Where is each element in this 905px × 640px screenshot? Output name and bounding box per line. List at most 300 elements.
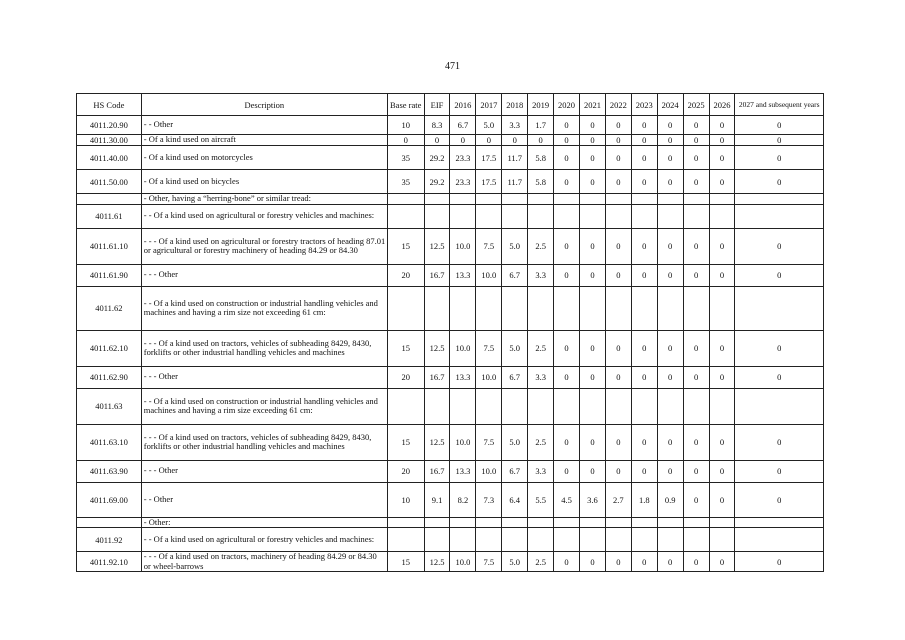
rate-cell: 0 [631,135,657,146]
rate-cell: 0 [735,552,824,572]
rate-cell [387,204,424,228]
rate-cell: 0 [605,228,631,264]
rate-cell: 0 [657,170,683,194]
table-row [77,264,824,286]
rate-cell: 0 [735,330,824,366]
rate-cell [528,388,554,424]
rate-cell: 0 [554,366,580,388]
page-number: 471 [445,61,460,72]
rate-cell [502,388,528,424]
description-cell: - - Other [141,482,387,517]
rate-cell: 0 [709,460,735,482]
rate-cell [424,528,450,552]
description-cell: - - - Other [141,460,387,482]
rate-cell: 0 [735,460,824,482]
rate-cell: 0 [709,482,735,517]
table-row [77,204,824,228]
rate-cell [735,388,824,424]
rate-cell [631,204,657,228]
rate-cell: 0 [387,135,424,146]
rate-cell [528,194,554,205]
rate-cell: 0 [631,460,657,482]
rate-cell [735,286,824,330]
rate-cell: 5.0 [502,228,528,264]
rate-cell: 35 [387,170,424,194]
rate-cell: 0 [580,552,606,572]
description-cell: - - Of a kind used on construction or industrial handling vehicles and machines and having a rim size not exceeding 61 cm: [141,286,387,330]
description-cell: - - - Of a kind used on agricultural or forestry tractors of heading 87.01 or agricultural or forestry machinery of heading 84.29 or 84.30 [141,228,387,264]
rate-cell: 0 [631,330,657,366]
rate-cell: 0 [631,116,657,135]
rate-cell: 29.2 [424,170,450,194]
rate-cell [580,388,606,424]
hs-code-cell: 4011.92 [77,528,142,552]
rate-cell [631,286,657,330]
rate-cell: 0 [735,424,824,460]
rate-cell [450,528,476,552]
column-header: 2016 [450,94,476,116]
rate-cell: 0 [683,170,709,194]
rate-cell: 0 [554,135,580,146]
rate-cell: 0 [709,552,735,572]
rate-cell: 15 [387,424,424,460]
rate-cell [476,286,502,330]
description-cell: - - Of a kind used on construction or industrial handling vehicles and machines and having a rim size exceeding 61 cm: [141,388,387,424]
rate-cell: 0 [657,264,683,286]
rate-cell: 0 [580,330,606,366]
rate-cell [580,204,606,228]
rate-cell: 11.7 [502,146,528,170]
rate-cell [657,388,683,424]
rate-cell [528,204,554,228]
rate-cell [476,194,502,205]
rate-cell: 0 [709,116,735,135]
rate-cell [424,194,450,205]
rate-cell [709,194,735,205]
rate-cell: 16.7 [424,366,450,388]
rate-cell: 13.3 [450,460,476,482]
rate-cell: 8.3 [424,116,450,135]
rate-cell: 0 [631,146,657,170]
rate-cell: 6.7 [502,460,528,482]
rate-cell: 0 [605,116,631,135]
rate-cell: 10.0 [476,366,502,388]
rate-cell [502,194,528,205]
rate-cell: 2.5 [528,228,554,264]
rate-cell: 2.5 [528,330,554,366]
tariff-schedule-table [76,93,824,572]
description-cell: - - - Of a kind used on tractors, vehicles of subheading 8429, 8430, forklifts or other industrial handling vehicles and machines [141,424,387,460]
rate-cell: 0 [709,366,735,388]
rate-cell: 0 [631,424,657,460]
hs-code-cell: 4011.63.10 [77,424,142,460]
hs-code-cell: 4011.61 [77,204,142,228]
rate-cell: 15 [387,228,424,264]
rate-cell: 3.3 [528,460,554,482]
rate-cell: 0 [657,330,683,366]
rate-cell: 0 [450,135,476,146]
rate-cell [502,528,528,552]
rate-cell [605,194,631,205]
rate-cell: 3.3 [528,264,554,286]
rate-cell: 4.5 [554,482,580,517]
table-row [77,482,824,517]
rate-cell: 0 [424,135,450,146]
rate-cell [605,204,631,228]
rate-cell: 0 [657,460,683,482]
rate-cell [605,517,631,528]
rate-cell: 23.3 [450,170,476,194]
description-cell: - Other: [141,517,387,528]
table-header-row [77,94,824,116]
rate-cell: 0 [580,135,606,146]
rate-cell [709,517,735,528]
rate-cell: 0 [709,170,735,194]
rate-cell [450,388,476,424]
rate-cell [709,528,735,552]
rate-cell [528,286,554,330]
rate-cell: 0 [605,552,631,572]
rate-cell: 5.0 [502,330,528,366]
rate-cell: 0 [605,146,631,170]
rate-cell: 7.5 [476,228,502,264]
rate-cell [709,204,735,228]
column-header: 2025 [683,94,709,116]
table-body [77,116,824,572]
rate-cell: 29.2 [424,146,450,170]
rate-cell [735,517,824,528]
rate-cell: 2.5 [528,552,554,572]
rate-cell [683,204,709,228]
rate-cell: 0 [476,135,502,146]
column-header: 2026 [709,94,735,116]
rate-cell: 0 [554,330,580,366]
hs-code-cell: 4011.30.00 [77,135,142,146]
description-cell: - Of a kind used on aircraft [141,135,387,146]
description-cell: - Other, having a “herring-bone” or similar tread: [141,194,387,205]
rate-cell: 0 [657,424,683,460]
rate-cell: 0 [605,170,631,194]
rate-cell: 5.0 [502,552,528,572]
rate-cell: 0 [631,552,657,572]
rate-cell: 0 [709,135,735,146]
rate-cell: 0 [709,146,735,170]
rate-cell: 0 [709,228,735,264]
rate-cell: 0 [631,366,657,388]
rate-cell [580,517,606,528]
rate-cell: 0 [735,264,824,286]
rate-cell: 15 [387,330,424,366]
rate-cell [657,528,683,552]
rate-cell: 7.5 [476,330,502,366]
rate-cell: 0 [657,135,683,146]
hs-code-cell: 4011.62.90 [77,366,142,388]
rate-cell [554,388,580,424]
hs-code-cell: 4011.63 [77,388,142,424]
rate-cell: 35 [387,146,424,170]
rate-cell: 0 [683,460,709,482]
hs-code-cell: 4011.61.90 [77,264,142,286]
rate-cell: 10.0 [450,228,476,264]
rate-cell [502,517,528,528]
rate-cell: 10 [387,116,424,135]
column-header: 2022 [605,94,631,116]
rate-cell: 10.0 [476,264,502,286]
rate-cell: 5.5 [528,482,554,517]
rate-cell: 0 [657,116,683,135]
rate-cell: 10 [387,482,424,517]
column-header: EIF [424,94,450,116]
column-header: 2020 [554,94,580,116]
rate-cell: 0 [683,264,709,286]
rate-cell: 0 [605,264,631,286]
rate-cell: 13.3 [450,264,476,286]
rate-cell [657,286,683,330]
rate-cell [631,194,657,205]
rate-cell: 0 [683,366,709,388]
rate-cell: 7.5 [476,552,502,572]
column-header: 2027 and subsequent years [735,94,824,116]
rate-cell [528,528,554,552]
description-cell: - Of a kind used on motorcycles [141,146,387,170]
rate-cell: 0 [683,116,709,135]
rate-cell [476,517,502,528]
rate-cell: 17.5 [476,170,502,194]
rate-cell: 0 [735,135,824,146]
rate-cell: 12.5 [424,228,450,264]
rate-cell [554,204,580,228]
rate-cell: 0 [631,170,657,194]
rate-cell: 0 [735,366,824,388]
rate-cell: 0 [683,228,709,264]
rate-cell [735,204,824,228]
table-row [77,146,824,170]
rate-cell: 0 [631,264,657,286]
rate-cell: 6.7 [502,264,528,286]
rate-cell [476,204,502,228]
hs-code-cell: 4011.20.90 [77,116,142,135]
rate-cell: 3.6 [580,482,606,517]
rate-cell: 0 [735,170,824,194]
rate-cell: 0 [683,330,709,366]
column-header: Description [141,94,387,116]
description-cell: - - Of a kind used on agricultural or forestry vehicles and machines: [141,528,387,552]
rate-cell: 0 [631,228,657,264]
rate-cell: 0 [554,424,580,460]
rate-cell: 7.5 [476,424,502,460]
rate-cell: 0 [683,135,709,146]
rate-cell [450,204,476,228]
rate-cell: 0 [554,228,580,264]
rate-cell: 1.8 [631,482,657,517]
rate-cell: 0 [580,116,606,135]
rate-cell: 0 [657,146,683,170]
rate-cell [387,517,424,528]
column-header: 2024 [657,94,683,116]
rate-cell [528,517,554,528]
rate-cell: 0 [657,552,683,572]
rate-cell: 0 [683,552,709,572]
table-row [77,424,824,460]
rate-cell: 0 [657,228,683,264]
rate-cell [387,528,424,552]
table-row [77,286,824,330]
rate-cell: 0 [554,170,580,194]
description-cell: - - Other [141,116,387,135]
rate-cell: 10.0 [450,330,476,366]
rate-cell [683,528,709,552]
rate-cell: 0 [709,264,735,286]
description-cell: - - - Of a kind used on tractors, machinery of heading 84.29 or 84.30 or wheel-barrows [141,552,387,572]
rate-cell: 0 [709,330,735,366]
table-row [77,170,824,194]
rate-cell: 0 [580,228,606,264]
rate-cell: 0 [605,330,631,366]
rate-cell: 11.7 [502,170,528,194]
rate-cell: 0 [657,366,683,388]
description-cell: - - - Of a kind used on tractors, vehicles of subheading 8429, 8430, forklifts or other industrial handling vehicles and machines [141,330,387,366]
hs-code-cell: 4011.62.10 [77,330,142,366]
table-row [77,116,824,135]
rate-cell [450,194,476,205]
rate-cell: 0 [580,424,606,460]
rate-cell: 0 [554,460,580,482]
rate-cell: 0 [735,228,824,264]
rate-cell [657,194,683,205]
table-row [77,388,824,424]
hs-code-cell: 4011.40.00 [77,146,142,170]
rate-cell: 8.2 [450,482,476,517]
rate-cell [631,388,657,424]
rate-cell [424,388,450,424]
rate-cell: 0.9 [657,482,683,517]
rate-cell: 12.5 [424,330,450,366]
hs-code-cell: 4011.69.00 [77,482,142,517]
description-cell: - - - Other [141,264,387,286]
rate-cell [631,517,657,528]
rate-cell: 0 [502,135,528,146]
rate-cell [476,388,502,424]
rate-cell: 0 [580,170,606,194]
rate-cell: 0 [528,135,554,146]
column-header: 2018 [502,94,528,116]
table-row [77,460,824,482]
hs-code-cell: 4011.50.00 [77,170,142,194]
rate-cell: 6.7 [502,366,528,388]
rate-cell: 5.0 [476,116,502,135]
rate-cell [502,204,528,228]
rate-cell: 20 [387,460,424,482]
table-row [77,517,824,528]
rate-cell [450,286,476,330]
rate-cell: 2.7 [605,482,631,517]
rate-cell: 2.5 [528,424,554,460]
description-cell: - - - Other [141,366,387,388]
rate-cell [424,204,450,228]
column-header: HS Code [77,94,142,116]
column-header: Base rate [387,94,424,116]
rate-cell [683,388,709,424]
rate-cell [554,194,580,205]
column-header: 2021 [580,94,606,116]
rate-cell: 10.0 [476,460,502,482]
table-row [77,135,824,146]
rate-cell: 0 [554,116,580,135]
rate-cell [735,194,824,205]
column-header: 2019 [528,94,554,116]
rate-cell: 0 [605,424,631,460]
rate-cell: 0 [605,135,631,146]
rate-cell: 0 [735,146,824,170]
table-row [77,228,824,264]
rate-cell: 20 [387,264,424,286]
hs-code-cell [77,194,142,205]
rate-cell: 9.1 [424,482,450,517]
hs-code-cell: 4011.92.10 [77,552,142,572]
rate-cell: 0 [580,460,606,482]
rate-cell [580,286,606,330]
rate-cell [387,286,424,330]
rate-cell: 16.7 [424,264,450,286]
rate-cell: 7.3 [476,482,502,517]
rate-cell [683,194,709,205]
rate-cell: 5.8 [528,170,554,194]
rate-cell: 5.0 [502,424,528,460]
rate-cell: 12.5 [424,552,450,572]
rate-cell [657,204,683,228]
rate-cell [476,528,502,552]
rate-cell: 0 [709,424,735,460]
rate-cell [709,286,735,330]
rate-cell [605,388,631,424]
table-row [77,552,824,572]
rate-cell [657,517,683,528]
rate-cell [605,528,631,552]
description-cell: - Of a kind used on bicycles [141,170,387,194]
rate-cell: 10.0 [450,552,476,572]
rate-cell [554,517,580,528]
rate-cell [554,528,580,552]
rate-cell [387,388,424,424]
rate-cell: 0 [735,482,824,517]
rate-cell: 1.7 [528,116,554,135]
rate-cell [683,517,709,528]
hs-code-cell: 4011.62 [77,286,142,330]
rate-cell: 12.5 [424,424,450,460]
rate-cell: 6.7 [450,116,476,135]
rate-cell [709,388,735,424]
rate-cell: 5.8 [528,146,554,170]
rate-cell: 0 [683,146,709,170]
rate-cell [580,194,606,205]
rate-cell [424,286,450,330]
rate-cell: 3.3 [502,116,528,135]
rate-cell [387,194,424,205]
rate-cell: 0 [554,146,580,170]
rate-cell: 17.5 [476,146,502,170]
rate-cell: 0 [683,482,709,517]
hs-code-cell: 4011.63.90 [77,460,142,482]
hs-code-cell [77,517,142,528]
table-row [77,330,824,366]
rate-cell [735,528,824,552]
rate-cell: 0 [605,460,631,482]
rate-cell [631,528,657,552]
rate-cell: 3.3 [528,366,554,388]
rate-cell: 0 [580,366,606,388]
column-header: 2017 [476,94,502,116]
table-row [77,194,824,205]
